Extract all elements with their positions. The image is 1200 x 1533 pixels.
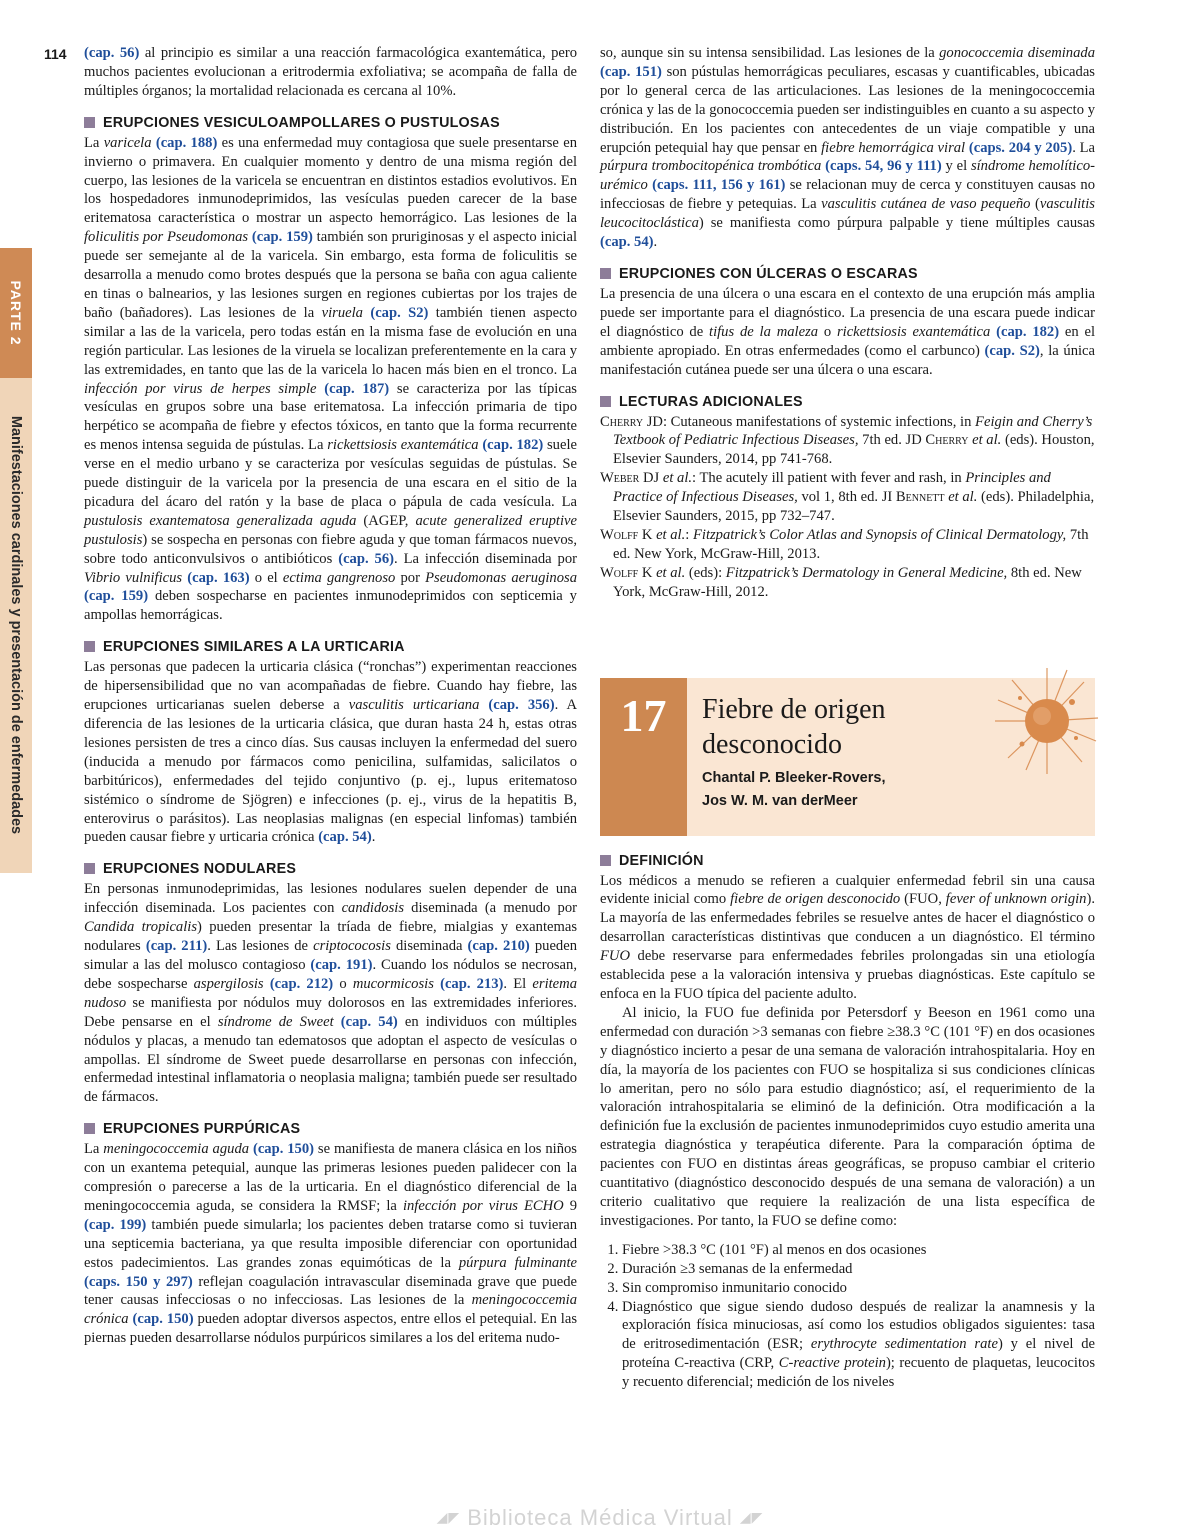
chapter-reference: (caps. 54, 96 y 111)	[825, 158, 942, 175]
italic-term: vasculitis urticariana	[348, 697, 480, 714]
chapter-reference: (cap. 56)	[84, 45, 140, 61]
italic-term: C-reactive protein	[778, 1355, 886, 1372]
italic-term: ectima gangrenoso	[282, 569, 396, 586]
chapter-reference: (cap. 212)	[269, 975, 334, 992]
arrows-right-icon: ◢◤	[739, 1509, 764, 1525]
author-name: Wolff	[600, 526, 639, 543]
reference-item: Weber DJ et al.: The acutely ill patient with fever and rash, in Principles and Practice of Infectious Diseases, vol 1, 8th ed. JI Bennett et al. (eds). Philadelphia, Elsevier Saunders, 2015, pp 732–747.	[600, 470, 1095, 525]
chapter-reference: (cap. 159)	[84, 588, 149, 605]
chapter-reference: (cap. 191)	[310, 956, 373, 973]
criteria-list	[600, 1241, 1095, 1392]
italic-term: púrpura trombocitopénica trombótica	[600, 158, 822, 175]
paragraph-vesiculoampollares: La varicela (cap. 188) es una enfermedad muy contagiosa que suele presentarse en invierno o primavera. En cualquier momento y dentro de una misma región del cuerpo, las lesiones de la varicela se encuentran en distintos estadios evolutivos. En los hospedadores inmunodeprimidos, las vesículas pueden carecer de la base eritematosa característica o mostrar un aspecto hemorrágico. Las lesiones de la foliculitis por Pseudomonas (cap. 159) también son pruriginosas y el aspecto inicial puede ser semejante al de la varicela. Sin embargo, esta forma de foliculitis se desarrolla a menudo como brotes después que la persona se baña con agua caliente en tinas o balnearios, y las lesiones surgen en regiones cubiertas por los trajes de baño (bañadores). Las lesiones de la viruela (cap. S2) también tienen aspecto similar a las de la varicela, pero todas están en la misma fase de evolución en una región particular. Las lesiones de la viruela se localizan preferentemente en la cara y las extremidades, en tanto que las de la varicela lo hacen más bien en el tronco. La infección por virus de herpes simple (cap. 187) se caracteriza por las típicas vesículas en grupos sobre una base eritematosa. La infección primaria de tipo herpético se acompaña de fiebre y efectos tóxicos, en tanto que la forma recurrente es menos intensa seguida de pústulas. La rickettsiosis exantemática (cap. 182) suele verse en el medio urbano y se caracteriza por vesículas seguidas de pústulas. Se puede distinguir de la varicela por la presencia de una escara en el sitio de la picadura del ácaro del ratón y la base de placa o pápula de cada vesícula. La pustulosis exantematosa generalizada aguda (AGEP, acute generalized eruptive pustulosis) se sospecha en personas con fiebre aguda y que toman fármacos nuevos, sobre todo anticonvulsivos o antibióticos (cap. 56). La infección diseminada por Vibrio vulnificus (cap. 163) o el ectima gangrenoso por Pseudomonas aeruginosa (cap. 159) deben sospecharse en pacientes inmunodeprimidos con septicemia y ampollas hemorrágicas.	[84, 134, 577, 624]
heading-text: LECTURAS ADICIONALES	[619, 393, 803, 410]
section-label: Manifestaciones cardinales y presentación de enfermedades	[8, 415, 24, 835]
heading-definicion	[600, 852, 1095, 871]
italic-term: gonococcemia diseminada	[939, 45, 1095, 61]
criteria-item: 3. Sin compromiso inmunitario conocido	[622, 1279, 1095, 1298]
italic-term: síndrome de Sweet	[217, 1013, 334, 1030]
heading-text: ERUPCIONES VESICULOAMPOLLARES O PUSTULOSAS	[103, 114, 500, 131]
chapter-reference: (cap. S2)	[984, 342, 1040, 359]
chapter-reference: (cap. 199)	[84, 1216, 147, 1233]
heading-square-icon	[600, 268, 611, 279]
author-name: Cherry	[925, 432, 969, 449]
heading-ulceras	[600, 265, 1095, 284]
chapter-reference: (cap. 159)	[251, 229, 313, 246]
italic-term: criptococosis	[313, 938, 391, 955]
watermark-footer	[0, 1505, 1200, 1531]
italic-term: infección por virus ECHO	[402, 1197, 564, 1214]
italic-term: et al.	[656, 526, 686, 543]
heading-square-icon	[600, 396, 611, 407]
heading-text: ERUPCIONES NODULARES	[103, 861, 297, 878]
chapter-reference: (caps. 150 y 297)	[84, 1273, 193, 1290]
chapter-reference: (cap. 54)	[340, 1013, 398, 1030]
heading-lecturas	[600, 393, 1095, 412]
chapter-reference: (cap. 211)	[145, 938, 208, 955]
italic-term: meningococcemia crónica	[84, 1292, 577, 1328]
criteria-item: 1. Fiebre >38.3 °C (101 °F) al menos en dos ocasiones	[622, 1241, 1095, 1260]
left-column	[84, 44, 577, 1348]
italic-term: et al.	[662, 470, 693, 487]
heading-vesiculoampollares	[84, 114, 577, 133]
italic-term: vasculitis leucocitoclástica	[600, 196, 1095, 232]
chapter-reference: (cap. 356)	[488, 697, 555, 714]
italic-term: rickettsiosis exantemática	[327, 437, 479, 454]
arrows-left-icon: ◢◤	[436, 1509, 461, 1525]
italic-term: aspergilosis	[193, 975, 264, 992]
italic-term: acute generalized eruptive pustulosis	[84, 512, 577, 548]
italic-term: et al.	[972, 432, 1002, 449]
chapter-reference: (cap. 187)	[324, 380, 390, 397]
chapter-reference: (cap. 150)	[132, 1311, 194, 1328]
chapter-reference: (cap. 54)	[600, 234, 654, 251]
chapter-reference: (cap. 210)	[467, 938, 530, 955]
paragraph-purpuricas: La meningococcemia aguda (cap. 150) se manifiesta de manera clásica en los niños con un exantema petequial, aunque las primeras lesiones pueden palidecer con la compresión o parecerse a las de la urticaria. En el diagnóstico diferencial de la meningococcemia aguda, se considera la RMSF; la infección por virus ECHO 9 (cap. 199) también puede simularla; los pacientes deben tratarse como si tuvieran una septicemia bacteriana, ya que resulta imposible diferenciar con oportunidad estos padecimientos. Las grandes zonas equimóticas de la púrpura fulminante (caps. 150 y 297) reflejan coagulación intravascular diseminada grave que puede tener causas infecciosas o no infecciosas. Las lesiones de la meningococcemia crónica (cap. 150) pueden adoptar diversos aspectos, entre ellos el petequial. En las piernas pueden desarrollarse nódulos purpúricos similares a los del eritema nudo-	[84, 1141, 577, 1347]
side-tab	[0, 248, 32, 873]
chapter-reference: (cap. 151)	[600, 63, 662, 80]
fever-splash-icon	[992, 666, 1102, 776]
italic-term: erythrocyte sedimentation rate	[810, 1336, 998, 1353]
italic-term: candidosis	[341, 900, 404, 917]
author: Chantal P. Bleeker-Rovers,	[702, 769, 886, 786]
italic-term: Principles and Practice of Infectious Diseases,	[613, 470, 1051, 506]
chapter-reference: (cap. 182)	[996, 323, 1060, 340]
italic-term: pustulosis exantematosa generalizada aguda	[84, 512, 357, 529]
chapter-authors	[702, 767, 962, 813]
definition-paragraph: Los médicos a menudo se refieren a cualquier enfermedad febril sin una causa evidente inicial como fiebre de origen desconocido (FUO, fever of unknown origin). La mayoría de las enfermedades febriles se resuelve antes de hacer el diagnóstico o desarrollan características distintivas que conducen a un diagnóstico. El término FUO debe reservarse para enfermedades febriles prolongadas sin una etiología establecida pese a la valoración intensiva y pruebas diagnósticas. Este capítulo se enfoca en la FUO típica del paciente adulto.	[600, 872, 1095, 1002]
italic-term: púrpura fulminante	[458, 1254, 577, 1271]
author-name: Cherry	[600, 413, 644, 430]
heading-square-icon	[84, 641, 95, 652]
chapter-reference: (caps. 111, 156 y 161)	[652, 177, 786, 194]
italic-term: mucormicosis	[352, 975, 434, 992]
author-name: Wolff	[600, 564, 639, 581]
heading-text: ERUPCIONES PURPÚRICAS	[103, 1121, 301, 1138]
italic-term: varicela	[103, 134, 152, 151]
italic-term: Feigin and Cherry’s Textbook of Pediatric Infectious Diseases,	[613, 413, 1093, 449]
heading-square-icon	[84, 117, 95, 128]
chapter-reference: (cap. 213)	[440, 975, 504, 992]
heading-nodulares	[84, 860, 577, 879]
chapter-title: Fiebre de origen desconocido	[702, 693, 886, 760]
heading-square-icon	[84, 863, 95, 874]
italic-term: et al.	[948, 489, 978, 506]
paragraph-ulceras: La presencia de una úlcera o una escara en el contexto de una erupción más amplia puede ser importante para el diagnóstico. La presencia de una escara puede indicar el diagnóstico de tifus de la maleza o rickettsiosis exantemática (cap. 182) en el ambiente apropiado. En otras enfermedades (como el carbunco) (cap. S2), la única manifestación cutánea puede ser una úlcera o una escara.	[600, 285, 1095, 378]
reference-list	[600, 413, 1095, 602]
chapter-reference: (caps. 204 y 205)	[968, 139, 1073, 156]
chapter-number: 17	[620, 689, 667, 741]
continuation-paragraph: so, aunque sin su intensa sensibilidad. Las lesiones de la gonococcemia diseminada (cap. 151) son pústulas hemorrágicas peculiares, escasas y cuantificables, ubicadas por lo general cerca de las articulaciones. Las lesiones de la meningococcemia crónica y las de la gonococcemia pueden ser indistinguibles en cuanto a su aspecto y distribución. En los pacientes con antecedentes de un viaje compatible y una erupción petequial hay que pensar en fiebre hemorrágica viral (caps. 204 y 205). La púrpura trombocitopénica trombótica (caps. 54, 96 y 111) y el síndrome hemolítico-urémico (caps. 111, 156 y 161) se relacionan muy de cerca y constituyen causas no infecciosas de fiebre y petequias. La vasculitis cutánea de vaso pequeño (vasculitis leucocitoclástica) se manifiesta como púrpura palpable y tiene múltiples causas (cap. 54).	[600, 45, 1095, 251]
italic-term: Fitzpatrick’s Dermatology in General Medicine,	[725, 564, 1008, 581]
reference-item: Cherry JD: Cutaneous manifestations of systemic infections, in Feigin and Cherry’s Textbook of Pediatric Infectious Diseases, 7th ed. JD Cherry et al. (eds). Houston, Elsevier Saunders, 2014, pp 741-768.	[600, 413, 1095, 468]
italic-term: eritema nudoso	[84, 975, 577, 1011]
page-number: 114	[44, 46, 67, 62]
part-box	[0, 248, 32, 378]
author-name: Bennett	[895, 489, 945, 506]
heading-text: ERUPCIONES SIMILARES A LA URTICARIA	[103, 639, 405, 656]
italic-term: infección por virus de herpes simple	[84, 380, 317, 397]
italic-term: tifus de la maleza	[709, 323, 819, 340]
italic-term: rickettsiosis exantemática	[836, 323, 991, 340]
author-name: Weber	[600, 470, 640, 487]
right-column	[600, 44, 1095, 1392]
italic-term: FUO	[600, 948, 630, 965]
reference-item: Wolff K et al.: Fitzpatrick’s Color Atlas and Synopsis of Clinical Dermatology, 7th ed. New York, McGraw-Hill, 2013.	[600, 526, 1089, 562]
chapter-reference: (cap. S2)	[370, 304, 429, 321]
heading-square-icon	[600, 855, 611, 866]
criteria-item: 2. Duración ≥3 semanas de la enfermedad	[622, 1260, 1095, 1279]
italic-term: Candida tropicalis	[84, 919, 198, 936]
italic-term: Pseudomonas aeruginosa	[425, 569, 577, 586]
criteria-item: 4. Diagnóstico que sigue siendo dudoso después de realizar la anamnesis y la exploración física minuciosas, así como los estudios obligados siguientes: tasa de eritrosedimentación (ESR; erythrocyte sedimentation rate) y el nivel de proteína C-reactiva (CRP, C-reactive protein); recuento de plaquetas, leucocitos y recuento diferencial; medición de los niveles	[622, 1298, 1095, 1393]
chapter-reference: (cap. 54)	[318, 829, 372, 846]
chapter-reference: (cap. 182)	[482, 437, 544, 454]
heading-purpuricas	[84, 1120, 577, 1139]
italic-term: fiebre de origen desconocido	[730, 891, 901, 908]
chapter-reference: (cap. 150)	[252, 1141, 315, 1158]
heading-text: ERUPCIONES CON ÚLCERAS O ESCARAS	[619, 265, 918, 282]
italic-term: fiebre hemorrágica viral	[821, 139, 966, 156]
italic-term: viruela	[321, 304, 363, 321]
chapter-reference: (cap. 163)	[187, 569, 250, 586]
definition-paragraph: Al inicio, la FUO fue definida por Petersdorf y Beeson en 1961 como una enfermedad con duración >3 semanas con fiebre ≥38.3 °C (101 °F) en dos ocasiones y diagnóstico incierto a pesar de una semana de valoración intrahospitalaria. Hoy en día, la mayoría de los pacientes con FUO se hospitaliza si sus condiciones clínicas lo ameritan, pero no sólo para estudio diagnóstico; así, el requerimiento de la valoración intrahospitalaria se eliminó de la definición. Otra modificación a la definición fue la exclusión de pacientes inmunodeprimidos cuyo estudio amerita una estrategia diagnóstica y terapéutica diferente. Para la comparación óptima de pacientes con FUO en distintas áreas geográficas, se propuso cambiar el criterio cuantitativo (diagnóstico desconocido después de una semana de valoración) a un criterio cualitativo que requiere la realización de una lista específica de investigaciones. Por tanto, la FUO se define como:	[600, 1004, 1095, 1229]
chapter-number-box	[600, 678, 687, 836]
chapter-reference: (cap. 56)	[338, 550, 395, 567]
footer-text: Biblioteca Médica Virtual	[467, 1505, 733, 1530]
author: Jos W. M. van derMeer	[702, 792, 858, 809]
italic-term: Vibrio vulnificus	[84, 569, 183, 586]
italic-term: foliculitis por Pseudomonas	[84, 229, 249, 246]
italic-term: fever of unknown origin	[945, 891, 1087, 908]
heading-urticaria	[84, 638, 577, 657]
chapter-reference: (cap. 188)	[155, 134, 218, 151]
paragraph-nodulares: En personas inmunodeprimidas, las lesiones nodulares suelen depender de una infección diseminada. Los pacientes con candidosis diseminada (a menudo por Candida tropicalis) pueden presentar la tríada de fiebre, mialgias y exantemas nodulares (cap. 211). Las lesiones de criptococosis diseminada (cap. 210) pueden simular a las del molusco contagioso (cap. 191). Cuando los nódulos se necrosan, debe sospecharse aspergilosis (cap. 212) o mucormicosis (cap. 213). El eritema nudoso se manifiesta por nódulos muy dolorosos en las extremidades inferiores. Debe pensarse en el síndrome de Sweet (cap. 54) en individuos con múltiples nódulos y placas, a menudo tan edematosos que adoptan el aspecto de vesículas o ampollas. El síndrome de Sweet puede desarrollarse en personas con infección, enfermedad intestinal inflamatoria o neoplasia maligna; también puede ser resultado de fármacos.	[84, 881, 578, 1106]
paragraph-urticaria: Las personas que padecen la urticaria clásica (“ronchas”) experimentan reacciones de hipersensibilidad que no van acompañadas de fiebre. Cuando hay fiebre, las erupciones urticarianas suelen deberse a vasculitis urticariana (cap. 356). A diferencia de las lesiones de la urticaria clásica, que duran hasta 24 h, estas otras lesiones persisten de tres a cinco días. Sus causas incluyen la enfermedad del suero (inducida a menudo por fármacos como penicilina, sulfamidas, salicilatos o barbitúricos), enfermedades del tejido conjuntivo (p. ej., lupus eritematoso sistémico o síndrome de Sjögren) e infecciones (p. ej., virus de la hepatitis B, enterovirus o parásitos). Las neoplasias malignas (en especial linfomas) también pueden causar fiebre y urticaria crónica (cap. 54).	[84, 659, 577, 846]
italic-term: meningococcemia aguda	[103, 1141, 250, 1158]
italic-term: et al.	[656, 564, 686, 581]
heading-text: DEFINICIÓN	[619, 852, 704, 869]
chapter-header	[600, 678, 1095, 836]
italic-term: Fitzpatrick’s Color Atlas and Synopsis of Clinical Dermatology,	[692, 526, 1067, 543]
part-label: PARTE 2	[8, 280, 24, 346]
italic-term: síndrome hemolítico-urémico	[600, 158, 1095, 194]
heading-square-icon	[84, 1123, 95, 1134]
intro-paragraph: (cap. 56) al principio es similar a una reacción farmacológica exantemática, pero muchos pacientes evolucionan a eritrodermia exfoliativa; se acompaña de falla de múltiples órganos; la mortalidad relacionada es cercana al 10%.	[84, 45, 577, 99]
reference-item: Wolff K et al. (eds): Fitzpatrick’s Dermatology in General Medicine, 8th ed. New York, McGraw-Hill, 2012.	[600, 564, 1082, 600]
italic-term: vasculitis cutánea de vaso pequeño	[821, 196, 1031, 213]
